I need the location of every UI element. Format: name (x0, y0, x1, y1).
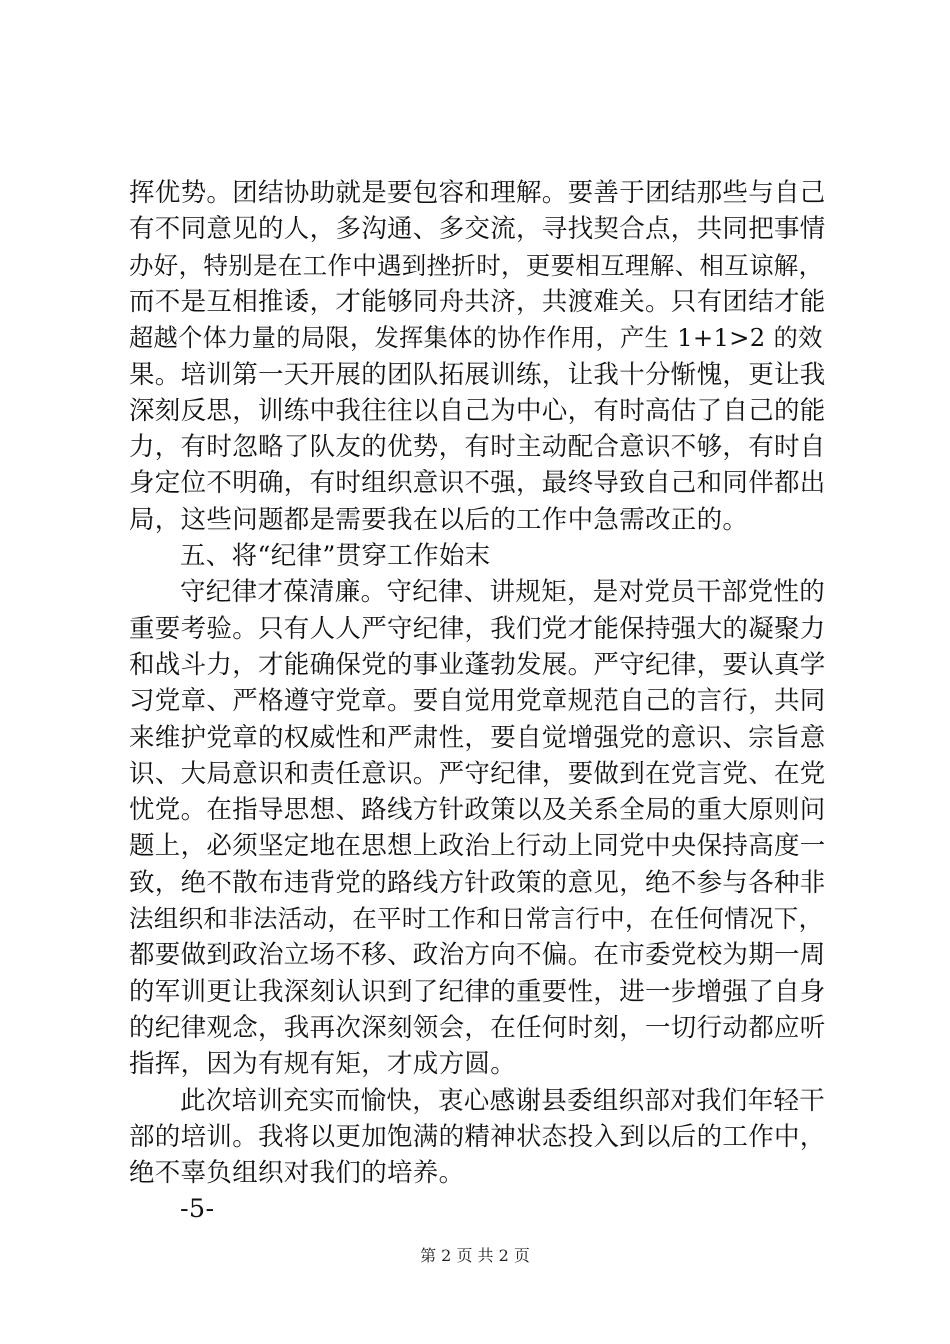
text-line: 此次培训充实而愉快，衷心感谢县委组织部对我们年轻干 (180, 1085, 826, 1116)
text-line: 识、大局意识和责任意识。严守纪律，要做到在党言党、在党 (129, 758, 826, 789)
text-line: 忧党。在指导思想、路线方针政策以及关系全局的重大原则问 (129, 795, 826, 826)
text-line: 五、将“纪律”贯穿工作始末 (180, 541, 491, 571)
text-line: 都要做到政治立场不移、政治方向不偏。在市委党校为期一周 (129, 940, 826, 971)
text-line: 超越个体力量的局限，发挥集体的协作作用，产生 1+1>2 的效 (129, 323, 823, 353)
text-line: -5- (180, 1194, 215, 1225)
text-line: 的军训更让我深刻认识到了纪律的重要性，进一步增强了自身 (129, 976, 826, 1007)
text-line: 深刻反思，训练中我往往以自己为中心，有时高估了自己的能 (129, 395, 826, 426)
text-line: 挥优势。团结协助就是要包容和理解。要善于团结那些与自己 (129, 178, 826, 208)
text-line: 办好，特别是在工作中遇到挫折时，更要相互理解、相互谅解， (129, 250, 824, 280)
text-line: 致，绝不散布违背党的路线方针政策的意见，绝不参与各种非 (129, 867, 826, 898)
text-line: 和战斗力，才能确保党的事业蓬勃发展。严守纪律，要认真学 (129, 649, 826, 680)
text-line: 而不是互相推诿，才能够同舟共济，共渡难关。只有团结才能 (129, 286, 826, 317)
text-line: 部的培训。我将以更加饱满的精神状态投入到以后的工作中， (129, 1121, 826, 1152)
text-line: 习党章、严格遵守党章。要自觉用党章规范自己的言行，共同 (129, 686, 826, 717)
text-line: 身定位不明确，有时组织意识不强，最终导致自己和同伴都出 (129, 468, 826, 499)
text-line: 指挥，因为有规有矩，才成方圆。 (129, 1049, 517, 1080)
text-line: 守纪律才葆清廉。守纪律、讲规矩，是对党员干部党性的 (180, 577, 826, 608)
text-line: 绝不辜负组织对我们的培养。 (129, 1158, 465, 1189)
text-line: 的纪律观念，我再次深刻领会，在任何时刻，一切行动都应听 (129, 1012, 826, 1043)
text-line: 有不同意见的人，多沟通、多交流，寻找契合点，共同把事情 (129, 214, 826, 245)
page-footer: 第 2 页 共 2 页 (420, 1246, 530, 1265)
text-line: 果。培训第一天开展的团队拓展训练，让我十分惭愧，更让我 (129, 359, 826, 390)
text-line: 局，这些问题都是需要我在以后的工作中急需改正的。 (129, 504, 749, 535)
text-line: 重要考验。只有人人严守纪律，我们党才能保持强大的凝聚力 (129, 613, 826, 644)
text-line: 力，有时忽略了队友的优势，有时主动配合意识不够，有时自 (129, 432, 826, 463)
text-line: 来维护党章的权威性和严肃性，要自觉增强党的意识、宗旨意 (129, 722, 826, 753)
text-line: 题上，必须坚定地在思想上政治上行动上同党中央保持高度一 (129, 831, 826, 862)
text-line: 法组织和非法活动，在平时工作和日常言行中，在任何情况下， (129, 904, 824, 933)
